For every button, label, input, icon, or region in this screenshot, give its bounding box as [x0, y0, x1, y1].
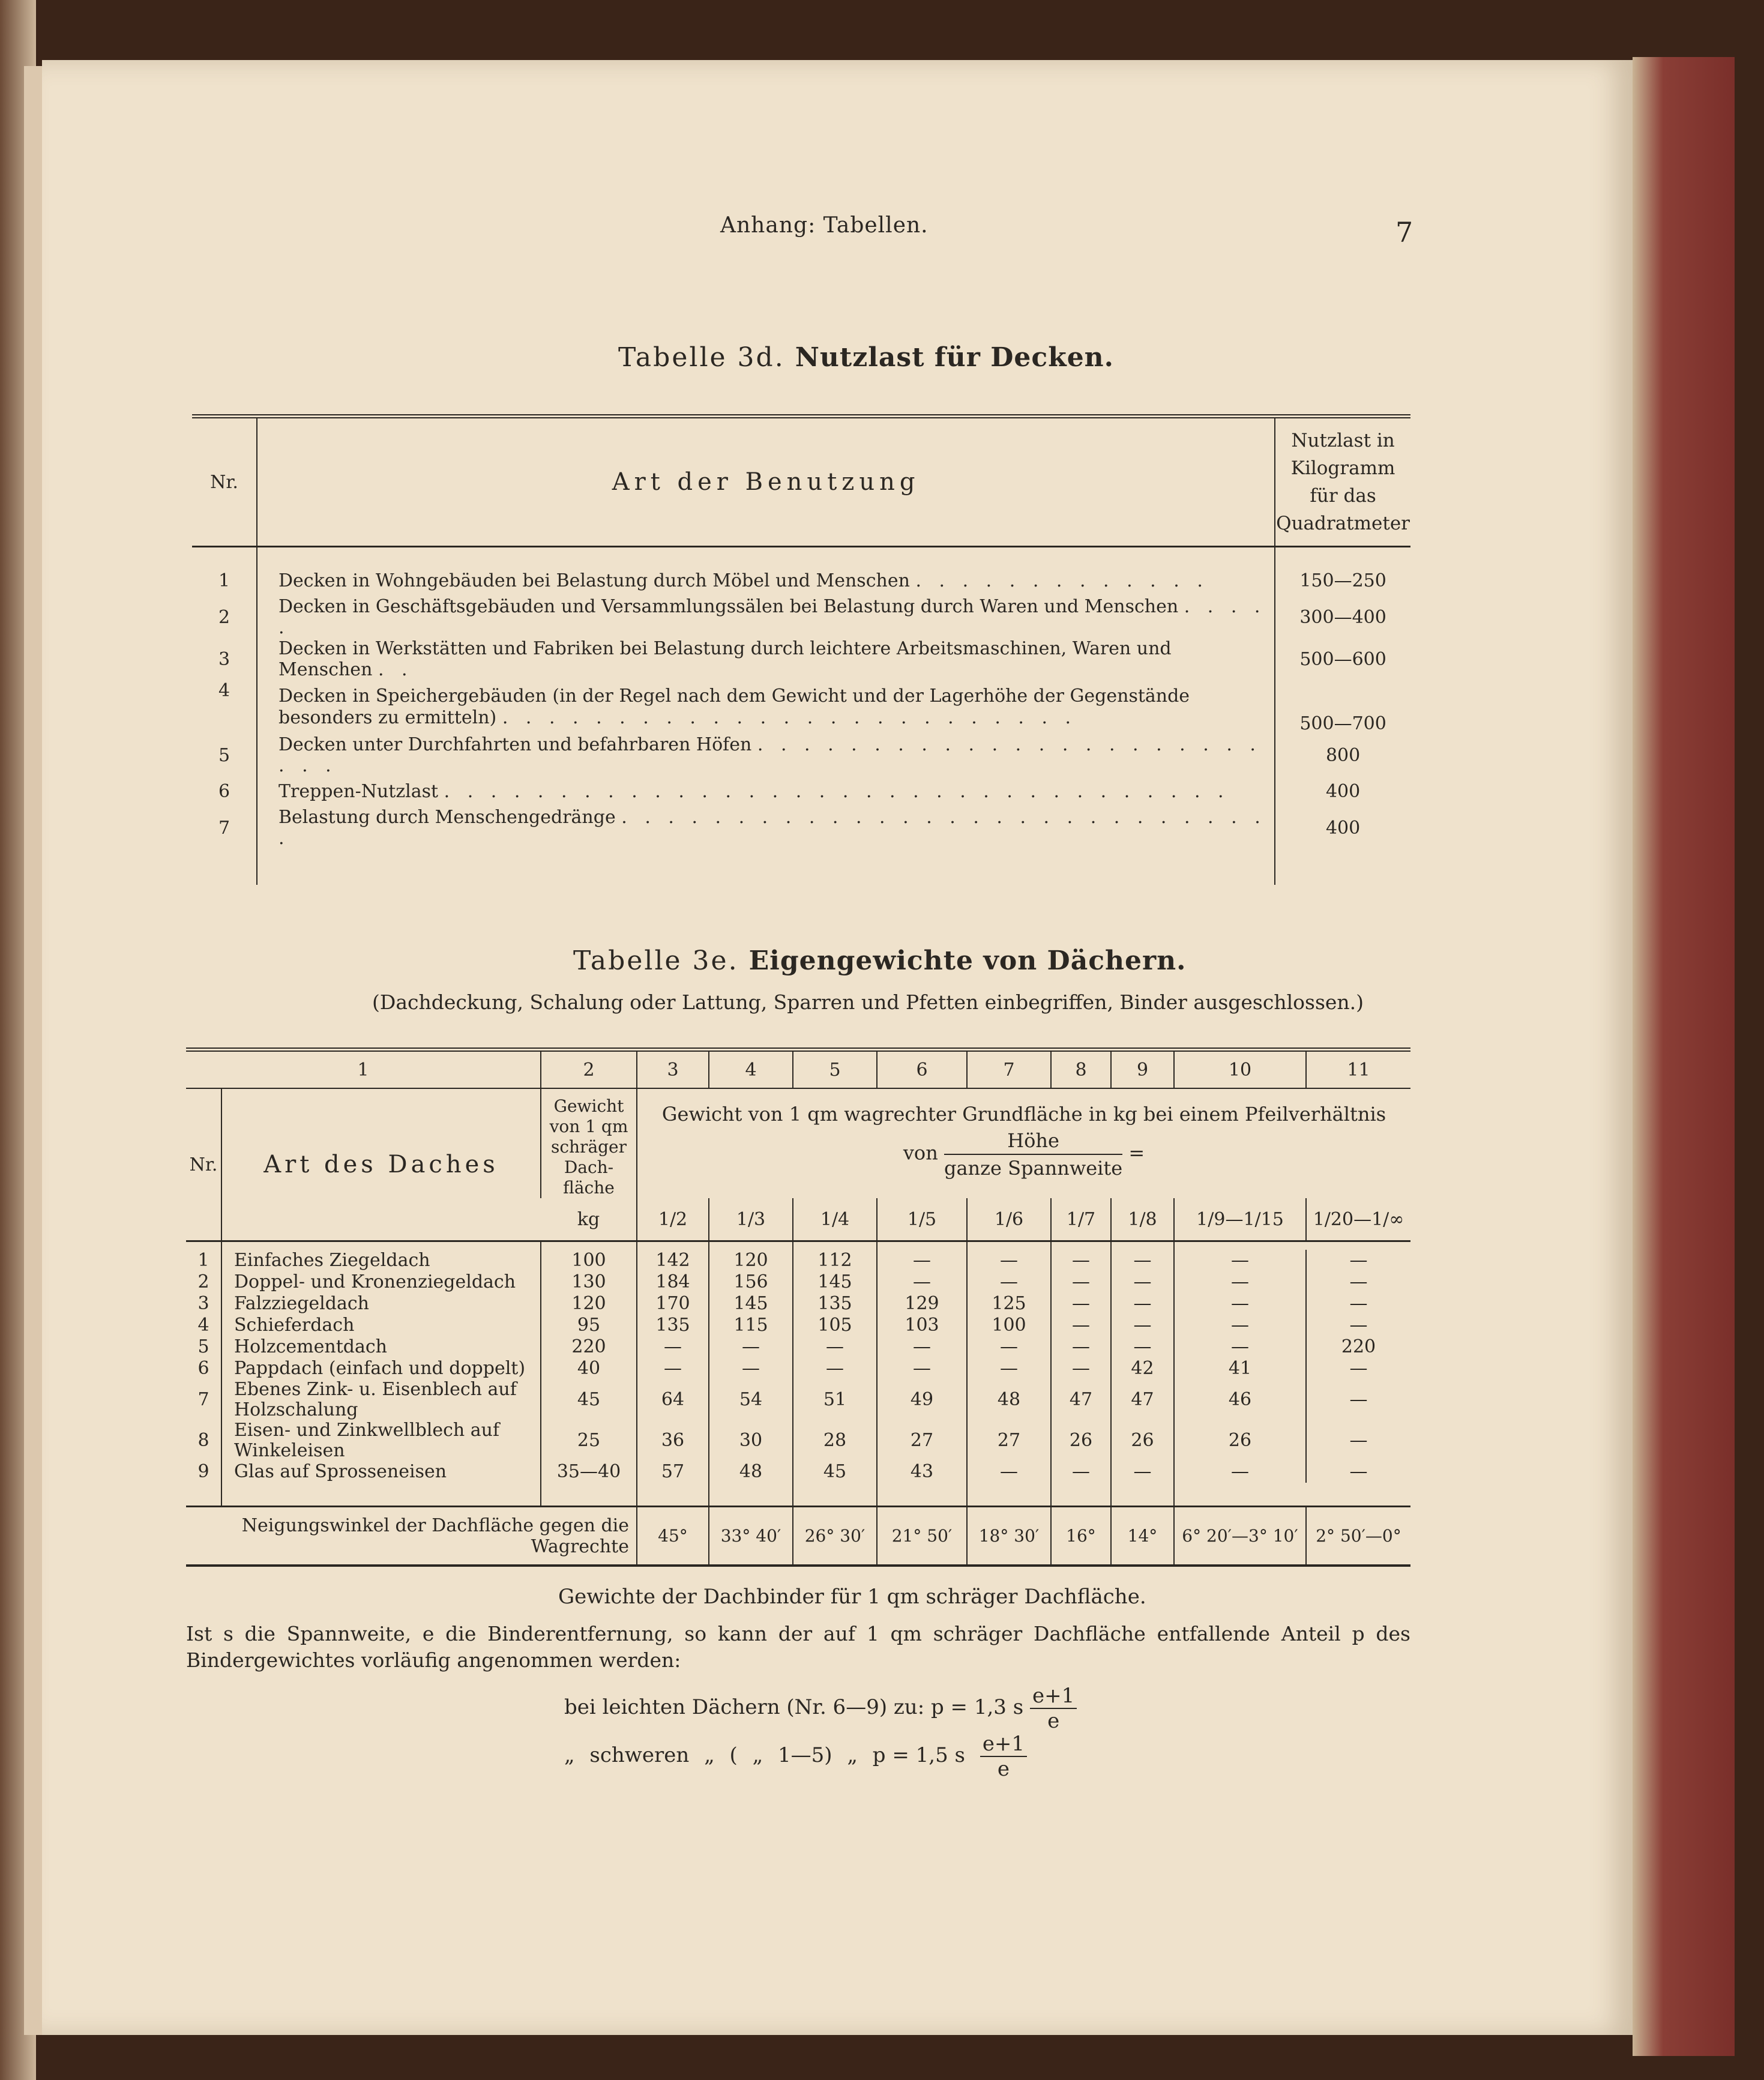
- table-row: [192, 680, 1410, 734]
- column-number-row: [186, 1050, 1410, 1089]
- fraction-denominator: e: [1047, 1709, 1060, 1733]
- page-number: 7: [1395, 216, 1413, 249]
- row-value: 145: [709, 1293, 793, 1315]
- row-value: 112: [793, 1250, 877, 1271]
- angle-label: Neigungswinkel der Dachfläche gegen die Wagrechte: [186, 1507, 637, 1566]
- table3e-col-group: [637, 1088, 1410, 1198]
- row-value: —: [967, 1358, 1051, 1379]
- table-row: [186, 1379, 1410, 1420]
- row-value: —: [1174, 1461, 1306, 1483]
- fraction-cell: 1/2: [637, 1198, 709, 1241]
- row-value: 184: [637, 1271, 709, 1293]
- table3e-col-weight: Gewicht von 1 qm schräger Dach-fläche: [541, 1088, 637, 1198]
- row-value: —: [1306, 1271, 1410, 1293]
- row-value: —: [1051, 1461, 1111, 1483]
- angle-cell: 18° 30′: [967, 1507, 1051, 1566]
- formula-heavy: [564, 1732, 1027, 1781]
- binder-paragraph: Ist s die Spannweite, e die Binderentfernung, so kann der auf 1 qm schräger Dachfläche entfallende Anteil p des Bindergewichtes vorläufig angenommen werden:: [186, 1622, 1410, 1672]
- row-value: 220: [1306, 1336, 1410, 1358]
- row-value: 28: [793, 1420, 877, 1461]
- table-row: [186, 1250, 1410, 1271]
- table3e-title-prefix: Tabelle 3e.: [573, 945, 739, 976]
- row-value: —: [877, 1358, 967, 1379]
- row-number: 2: [197, 1271, 209, 1292]
- row-value: —: [1111, 1336, 1174, 1358]
- ratio-suffix: =: [1128, 1141, 1145, 1165]
- row-value: —: [1174, 1250, 1306, 1271]
- row-value: 135: [793, 1293, 877, 1315]
- table3e-header-row: [186, 1088, 1410, 1198]
- row-text-value: Belastung durch Menschengedränge: [278, 807, 616, 828]
- row-value: —: [1306, 1379, 1410, 1420]
- ratio-denominator: ganze Spannweite: [944, 1157, 1123, 1180]
- colnum-cell: 10: [1174, 1050, 1306, 1089]
- row-text: Decken in Geschäftsgebäuden und Versammlungssälen bei Belastung durch Waren und Menschen . . . . .: [257, 596, 1275, 638]
- row-number: 7: [192, 807, 257, 849]
- row-value: 27: [967, 1420, 1051, 1461]
- row-value: —: [1111, 1315, 1174, 1336]
- row-value: 500—700: [1299, 713, 1386, 734]
- colnum-cell: 1: [186, 1050, 541, 1089]
- table3d-col-value: [1275, 417, 1410, 547]
- row-value: 51: [793, 1379, 877, 1420]
- table-row: [192, 807, 1410, 849]
- row-value: 47: [1051, 1379, 1111, 1420]
- row-value: —: [1111, 1461, 1174, 1483]
- row-number: 7: [197, 1388, 209, 1410]
- formula-heavy-eq: p = 1,5 s: [872, 1743, 965, 1767]
- row-value: —: [1174, 1336, 1306, 1358]
- row-value: —: [1111, 1293, 1174, 1315]
- fraction-cell: 1/7: [1051, 1198, 1111, 1241]
- row-weight: 25: [541, 1420, 637, 1461]
- fraction-cell: 1/4: [793, 1198, 877, 1241]
- table3d-col-value-line: Quadratmeter: [1276, 513, 1410, 534]
- row-value: 129: [877, 1293, 967, 1315]
- fraction-cell: 1/6: [967, 1198, 1051, 1241]
- row-value: —: [793, 1336, 877, 1358]
- row-number: 2: [192, 596, 257, 638]
- row-text-value: Decken in Werkstätten und Fabriken bei Belastung durch leichtere Arbeitsmaschinen, Waren und Menschen: [278, 638, 1172, 680]
- row-text: Decken unter Durchfahrten und befahrbaren Höfen . . . . . . . . . . . . . . . . . . . . . . . . .: [257, 734, 1275, 776]
- table-3e: [186, 1048, 1410, 1567]
- row-value: —: [967, 1461, 1051, 1483]
- formula-light-lead: bei leichten Dächern (Nr. 6—9) zu:: [564, 1695, 925, 1719]
- row-number: 3: [192, 638, 257, 680]
- row-number: 5: [197, 1336, 209, 1357]
- row-text: Decken in Werkstätten und Fabriken bei Belastung durch leichtere Arbeitsmaschinen, Waren und Menschen . .: [257, 638, 1275, 680]
- table-row: [192, 596, 1410, 638]
- row-number: 6: [192, 776, 257, 807]
- table-row: [192, 734, 1410, 776]
- row-value: 800: [1325, 744, 1361, 766]
- binder-caption: Gewichte der Dachbinder für 1 qm schräger Dachfläche.: [558, 1585, 1146, 1609]
- table3d-col-value-line: Nutzlast in: [1291, 430, 1395, 451]
- angle-cell: 16°: [1051, 1507, 1111, 1566]
- row-value: —: [1051, 1336, 1111, 1358]
- row-value: 115: [709, 1315, 793, 1336]
- row-art: Ebenes Zink- u. Eisenblech auf Holzschalung: [221, 1379, 541, 1420]
- row-value: —: [637, 1358, 709, 1379]
- formula-light: [564, 1684, 1077, 1733]
- table3e-col-nr: Nr.: [186, 1088, 221, 1241]
- row-value: —: [1051, 1271, 1111, 1293]
- formula-light-fraction: [1030, 1684, 1077, 1733]
- row-value: —: [709, 1336, 793, 1358]
- row-value: —: [637, 1336, 709, 1358]
- colnum-cell: 11: [1306, 1050, 1410, 1089]
- table-row: [186, 1336, 1410, 1358]
- table3e-subtitle: (Dachdeckung, Schalung oder Lattung, Sparren und Pfetten einbegriffen, Binder ausgeschlossen.): [372, 990, 1364, 1014]
- colnum-cell: 7: [967, 1050, 1051, 1089]
- fraction-numerator: e+1: [980, 1732, 1027, 1757]
- row-art: Falzziegeldach: [221, 1293, 541, 1315]
- row-value: 43: [877, 1461, 967, 1483]
- row-value: 120: [709, 1250, 793, 1271]
- row-value: 135: [637, 1315, 709, 1336]
- row-value: —: [877, 1271, 967, 1293]
- row-number: 8: [197, 1429, 209, 1451]
- fraction-cell: 1/3: [709, 1198, 793, 1241]
- angle-cell: 26° 30′: [793, 1507, 877, 1566]
- row-weight: 100: [541, 1250, 637, 1271]
- left-page-edge: [24, 66, 42, 2035]
- row-value: 26: [1051, 1420, 1111, 1461]
- row-value: —: [1306, 1420, 1410, 1461]
- row-value: —: [1174, 1293, 1306, 1315]
- fraction-cell: 1/9—1/15: [1174, 1198, 1306, 1241]
- row-value: —: [1051, 1293, 1111, 1315]
- row-number: 5: [192, 734, 257, 776]
- row-value: —: [1111, 1250, 1174, 1271]
- table3e-col-group-text: Gewicht von 1 qm wagrechter Grundfläche in kg bei einem Pfeilverhältnis: [661, 1103, 1386, 1126]
- colnum-cell: 9: [1111, 1050, 1174, 1089]
- angle-cell: 33° 40′: [709, 1507, 793, 1566]
- table3d-col-nr: Nr.: [192, 417, 257, 547]
- row-value: 142: [637, 1250, 709, 1271]
- table3d-col-value-line: Kilogramm: [1290, 457, 1395, 479]
- row-value: —: [793, 1358, 877, 1379]
- table-row: [192, 565, 1410, 596]
- row-value: 100: [967, 1315, 1051, 1336]
- row-weight: 220: [541, 1336, 637, 1358]
- row-number: 1: [192, 565, 257, 596]
- row-value: —: [1051, 1250, 1111, 1271]
- row-number: 4: [192, 680, 257, 734]
- row-value: 36: [637, 1420, 709, 1461]
- row-weight: 35—40: [541, 1461, 637, 1483]
- row-value: 42: [1111, 1358, 1174, 1379]
- row-value: —: [1306, 1293, 1410, 1315]
- row-value: 500—600: [1299, 648, 1386, 670]
- row-value: —: [1306, 1315, 1410, 1336]
- row-value: 105: [793, 1315, 877, 1336]
- table3d-title-main: Nutzlast für Decken.: [795, 342, 1114, 373]
- formula-heavy-fraction: [980, 1732, 1027, 1781]
- row-value: —: [1174, 1271, 1306, 1293]
- row-text-value: Decken in Wohngebäuden bei Belastung durch Möbel und Menschen: [278, 570, 910, 591]
- row-art: Doppel- und Kronenziegeldach: [221, 1271, 541, 1293]
- row-value: —: [709, 1358, 793, 1379]
- table3e-title-main: Eigengewichte von Dächern.: [748, 945, 1187, 976]
- table-row: [192, 776, 1410, 807]
- row-number: 4: [197, 1314, 209, 1336]
- row-text-value: Decken in Geschäftsgebäuden und Versammlungssälen bei Belastung durch Waren und Menschen: [278, 596, 1179, 617]
- row-value: —: [1111, 1271, 1174, 1293]
- row-value: 150—250: [1299, 570, 1386, 591]
- row-value: 57: [637, 1461, 709, 1483]
- row-value: 170: [637, 1293, 709, 1315]
- row-value: 26: [1111, 1420, 1174, 1461]
- row-number: 9: [197, 1461, 209, 1482]
- row-number: 1: [197, 1249, 209, 1271]
- row-art: Pappdach (einfach und doppelt): [221, 1358, 541, 1379]
- colnum-cell: 3: [637, 1050, 709, 1089]
- table-row: [186, 1420, 1410, 1461]
- colnum-cell: 8: [1051, 1050, 1111, 1089]
- row-value: 54: [709, 1379, 793, 1420]
- row-text-value: Decken unter Durchfahrten und befahrbaren Höfen: [278, 734, 752, 755]
- table-row: [186, 1461, 1410, 1483]
- colnum-cell: 5: [793, 1050, 877, 1089]
- ratio-numerator: Höhe: [944, 1127, 1122, 1155]
- running-head: Anhang: Tabellen.: [720, 213, 929, 238]
- row-art: Eisen- und Zinkwellblech auf Winkeleisen: [221, 1420, 541, 1461]
- row-value: —: [967, 1250, 1051, 1271]
- formula-light-eq: p = 1,3 s: [930, 1695, 1024, 1719]
- angle-cell: 14°: [1111, 1507, 1174, 1566]
- table-row: [186, 1271, 1410, 1293]
- row-value: 400: [1325, 817, 1361, 839]
- table3d-title-prefix: Tabelle 3d.: [618, 342, 785, 373]
- row-value: —: [1051, 1315, 1111, 1336]
- row-text: Decken in Wohngebäuden bei Belastung durch Möbel und Menschen . . . . . . . . . . . . .: [257, 565, 1275, 596]
- row-value: 48: [967, 1379, 1051, 1420]
- row-text: Treppen-Nutzlast . . . . . . . . . . . . . . . . . . . . . . . . . . . . . . . . . .: [257, 776, 1275, 807]
- row-value: —: [1306, 1250, 1410, 1271]
- formula-heavy-lead: „ schweren „ ( „ 1—5) „: [564, 1743, 858, 1767]
- row-value: 30: [709, 1420, 793, 1461]
- row-value: —: [1174, 1315, 1306, 1336]
- angle-cell: 45°: [637, 1507, 709, 1566]
- book-cover-edge: [1633, 57, 1735, 2056]
- row-value: —: [1306, 1461, 1410, 1483]
- table3e-ratio: [640, 1127, 1408, 1181]
- angle-row: [186, 1507, 1410, 1566]
- row-value: 46: [1174, 1379, 1306, 1420]
- weight-unit: kg: [541, 1198, 637, 1241]
- ratio-prefix: von: [903, 1141, 938, 1165]
- table-row: [186, 1358, 1410, 1379]
- table3d-title: [618, 342, 1114, 373]
- row-value: 27: [877, 1420, 967, 1461]
- angle-cell: 2° 50′—0°: [1306, 1507, 1410, 1566]
- fraction-denominator: e: [997, 1757, 1010, 1781]
- row-value: 156: [709, 1271, 793, 1293]
- table-3d: [192, 414, 1410, 885]
- row-value: —: [877, 1336, 967, 1358]
- row-value: 125: [967, 1293, 1051, 1315]
- row-text: Belastung durch Menschengedränge . . . . . . . . . . . . . . . . . . . . . . . . . . . . .: [257, 807, 1275, 849]
- table-row: [186, 1293, 1410, 1315]
- row-value: 41: [1174, 1358, 1306, 1379]
- angle-cell: 6° 20′—3° 10′: [1174, 1507, 1306, 1566]
- row-text-value: Decken in Speichergebäuden (in der Regel nach dem Gewicht und der Lagerhöhe der Gegenstände besonders zu ermitteln): [278, 686, 1190, 728]
- table3e-col-art: Art des Daches: [221, 1088, 541, 1241]
- row-value: 45: [793, 1461, 877, 1483]
- angle-cell: 21° 50′: [877, 1507, 967, 1566]
- row-weight: 95: [541, 1315, 637, 1336]
- fraction-numerator: e+1: [1030, 1684, 1077, 1709]
- colnum-cell: 6: [877, 1050, 967, 1089]
- row-number: 3: [197, 1292, 209, 1314]
- table3e-title: [573, 945, 1187, 976]
- row-value: —: [1306, 1358, 1410, 1379]
- row-value: 26: [1174, 1420, 1306, 1461]
- row-value: —: [967, 1336, 1051, 1358]
- row-weight: 45: [541, 1379, 637, 1420]
- fraction-cell: 1/20—1/∞: [1306, 1198, 1410, 1241]
- fraction-cell: 1/5: [877, 1198, 967, 1241]
- row-art: Glas auf Sprosseneisen: [221, 1461, 541, 1483]
- colnum-cell: 4: [709, 1050, 793, 1089]
- row-value: 48: [709, 1461, 793, 1483]
- table3d-col-art: Art der Benutzung: [257, 417, 1275, 547]
- table-row: [192, 638, 1410, 680]
- row-value: —: [877, 1250, 967, 1271]
- row-value: 300—400: [1299, 606, 1386, 628]
- row-value: 103: [877, 1315, 967, 1336]
- ratio-fraction: [944, 1127, 1122, 1181]
- table-row: [186, 1315, 1410, 1336]
- row-weight: 120: [541, 1293, 637, 1315]
- row-value: 47: [1111, 1379, 1174, 1420]
- row-value: —: [1051, 1358, 1111, 1379]
- row-value: 49: [877, 1379, 967, 1420]
- row-art: Schieferdach: [221, 1315, 541, 1336]
- row-text-value: Treppen-Nutzlast: [278, 781, 439, 802]
- colnum-cell: 2: [541, 1050, 637, 1089]
- row-art: Einfaches Ziegeldach: [221, 1250, 541, 1271]
- row-value: —: [967, 1271, 1051, 1293]
- row-weight: 40: [541, 1358, 637, 1379]
- row-weight: 130: [541, 1271, 637, 1293]
- row-value: 64: [637, 1379, 709, 1420]
- row-number: 6: [197, 1357, 209, 1379]
- row-art: Holzcementdach: [221, 1336, 541, 1358]
- table3d-col-value-line: für das: [1310, 485, 1376, 507]
- row-value: 145: [793, 1271, 877, 1293]
- row-text: Decken in Speichergebäuden (in der Regel nach dem Gewicht und der Lagerhöhe der Gegenstände besonders zu ermitteln) . . . . . . . . . . . . . . . . . . . . . . . . .: [257, 680, 1275, 734]
- row-value: 400: [1325, 781, 1361, 802]
- fraction-cell: 1/8: [1111, 1198, 1174, 1241]
